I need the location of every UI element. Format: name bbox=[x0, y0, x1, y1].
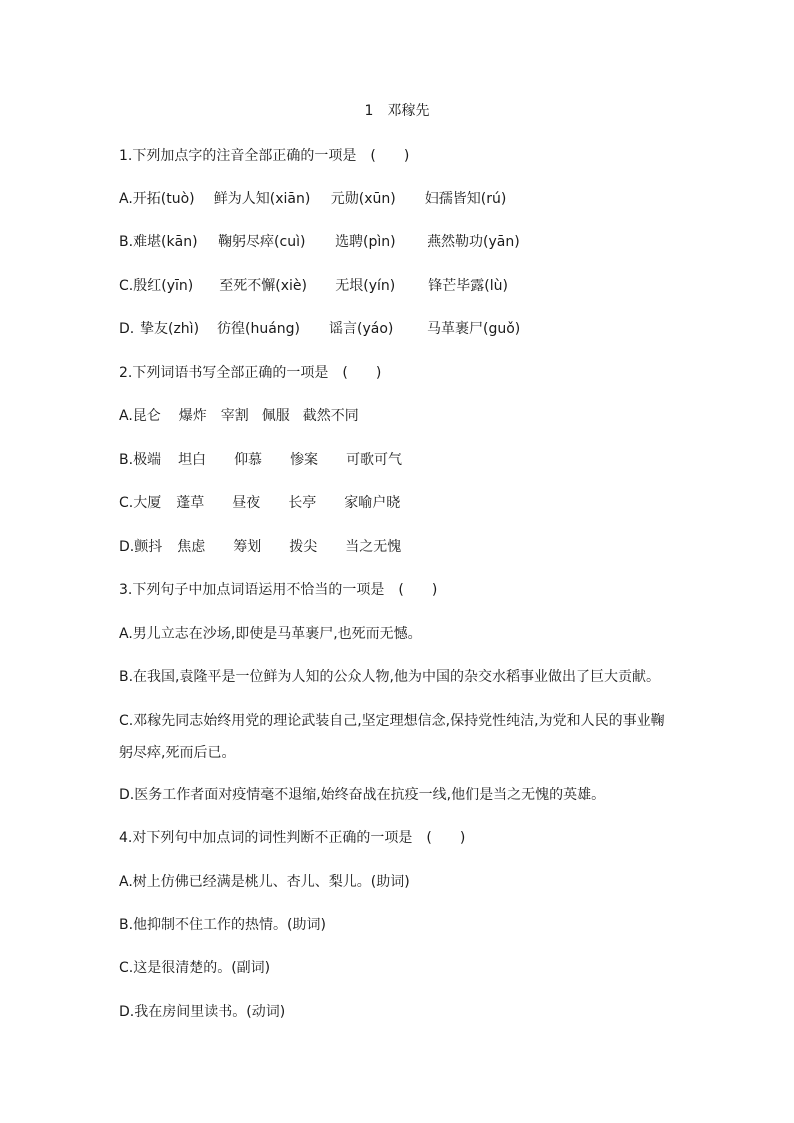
option-item: 当之无愧 bbox=[345, 539, 402, 555]
option-item: 锋芒毕露(lù) bbox=[428, 278, 508, 294]
option-item: 无垠(yín) bbox=[335, 278, 396, 294]
option-item: 可歌可气 bbox=[346, 452, 403, 468]
question-4-stem bbox=[119, 828, 465, 848]
option-item: 昼夜 bbox=[232, 495, 261, 511]
q3-option-a: A.男儿立志在沙场,即使是马革裹尸,也死而无憾。 bbox=[119, 626, 422, 642]
q3-option-c: C.邓稼先同志始终用党的理论武装自己,坚定理想信念,保持党性纯洁,为党和人民的事业鞠躬尽瘁,死而后已。 bbox=[119, 713, 665, 761]
option-label: A. bbox=[119, 191, 133, 207]
question-2-text: 2.下列词语书写全部正确的一项是 bbox=[119, 365, 329, 381]
q1-option-d bbox=[119, 319, 520, 339]
question-3-stem bbox=[119, 580, 437, 600]
answer-blank: ( ) bbox=[370, 148, 410, 164]
q2-option-a bbox=[119, 406, 359, 426]
q2-option-b bbox=[119, 450, 402, 470]
option-label: C. bbox=[119, 278, 134, 294]
answer-blank: ( ) bbox=[426, 830, 466, 846]
q3-option-d: D.医务工作者面对疫情毫不退缩,始终奋战在抗疫一线,他们是当之无愧的英雄。 bbox=[119, 787, 606, 803]
option-item: 谣言(yáo) bbox=[329, 321, 394, 337]
option-item: 仰慕 bbox=[234, 452, 263, 468]
option-item: 开拓(tuò) bbox=[132, 191, 195, 207]
option-item: 惨案 bbox=[290, 452, 319, 468]
answer-blank: ( ) bbox=[398, 582, 438, 598]
option-item: 筹划 bbox=[233, 539, 262, 555]
option-item: 长亭 bbox=[288, 495, 317, 511]
question-4-text: 4.对下列句中加点词的词性判断不正确的一项是 bbox=[119, 830, 413, 846]
option-item: 马革裹尸(guǒ) bbox=[427, 321, 521, 337]
option-item: 元勋(xūn) bbox=[330, 191, 396, 207]
question-2-stem bbox=[119, 363, 381, 383]
option-item: 颤抖 bbox=[134, 539, 163, 555]
option-label: A. bbox=[119, 408, 133, 424]
option-item: 蓬草 bbox=[176, 495, 205, 511]
option-item: 截然不同 bbox=[302, 408, 359, 424]
q4-option-c: C.这是很清楚的。(副词) bbox=[119, 960, 271, 976]
option-item: 大厦 bbox=[133, 495, 162, 511]
option-item: 难堪(kān) bbox=[133, 234, 198, 250]
option-item: 鞠躬尽瘁(cuì) bbox=[218, 234, 306, 250]
option-item: 燕然勒功(yān) bbox=[427, 234, 520, 250]
option-item: 昆仑 bbox=[132, 408, 161, 424]
option-item: 至死不懈(xiè) bbox=[219, 278, 307, 294]
lesson-title-text: 邓稼先 bbox=[387, 103, 430, 119]
q1-option-b bbox=[119, 232, 520, 252]
answer-blank: ( ) bbox=[342, 365, 382, 381]
lesson-title bbox=[0, 101, 794, 121]
question-1-stem bbox=[119, 146, 409, 166]
q3-option-b: B.在我国,袁隆平是一位鲜为人知的公众人物,他为中国的杂交水稻事业做出了巨大贡献。 bbox=[119, 669, 660, 685]
question-3-text: 3.下列句子中加点词语运用不恰当的一项是 bbox=[119, 582, 385, 598]
option-label: C. bbox=[119, 495, 134, 511]
option-label: D. bbox=[119, 321, 135, 337]
option-item: 家喻户晓 bbox=[344, 495, 401, 511]
q1-option-a bbox=[119, 189, 506, 209]
question-1-text: 1.下列加点字的注音全部正确的一项是 bbox=[119, 148, 357, 164]
option-item: 殷红(yīn) bbox=[133, 278, 194, 294]
q2-option-c bbox=[119, 493, 400, 513]
option-item: 鲜为人知(xiān) bbox=[213, 191, 311, 207]
option-item: 选聘(pìn) bbox=[335, 234, 396, 250]
q4-option-d: D.我在房间里读书。(动词) bbox=[119, 1004, 286, 1020]
option-item: 佩服 bbox=[261, 408, 290, 424]
option-item: 挚友(zhì) bbox=[140, 321, 200, 337]
option-item: 焦虑 bbox=[177, 539, 206, 555]
q2-option-d bbox=[119, 537, 401, 557]
option-item: 妇孺皆知(rú) bbox=[424, 191, 507, 207]
option-item: 极端 bbox=[133, 452, 162, 468]
q1-option-c bbox=[119, 276, 508, 296]
lesson-number: 1 bbox=[364, 103, 374, 119]
option-label: B. bbox=[119, 234, 134, 250]
option-item: 宰割 bbox=[220, 408, 249, 424]
option-item: 爆炸 bbox=[178, 408, 207, 424]
q4-option-a: A.树上仿佛已经满是桃儿、杏儿、梨儿。(助词) bbox=[119, 874, 410, 890]
option-label: D. bbox=[119, 539, 135, 555]
option-item: 坦白 bbox=[178, 452, 207, 468]
q4-option-b: B.他抑制不住工作的热情。(助词) bbox=[119, 917, 326, 933]
option-label: B. bbox=[119, 452, 134, 468]
option-item: 拨尖 bbox=[289, 539, 318, 555]
option-item: 彷徨(huáng) bbox=[217, 321, 301, 337]
